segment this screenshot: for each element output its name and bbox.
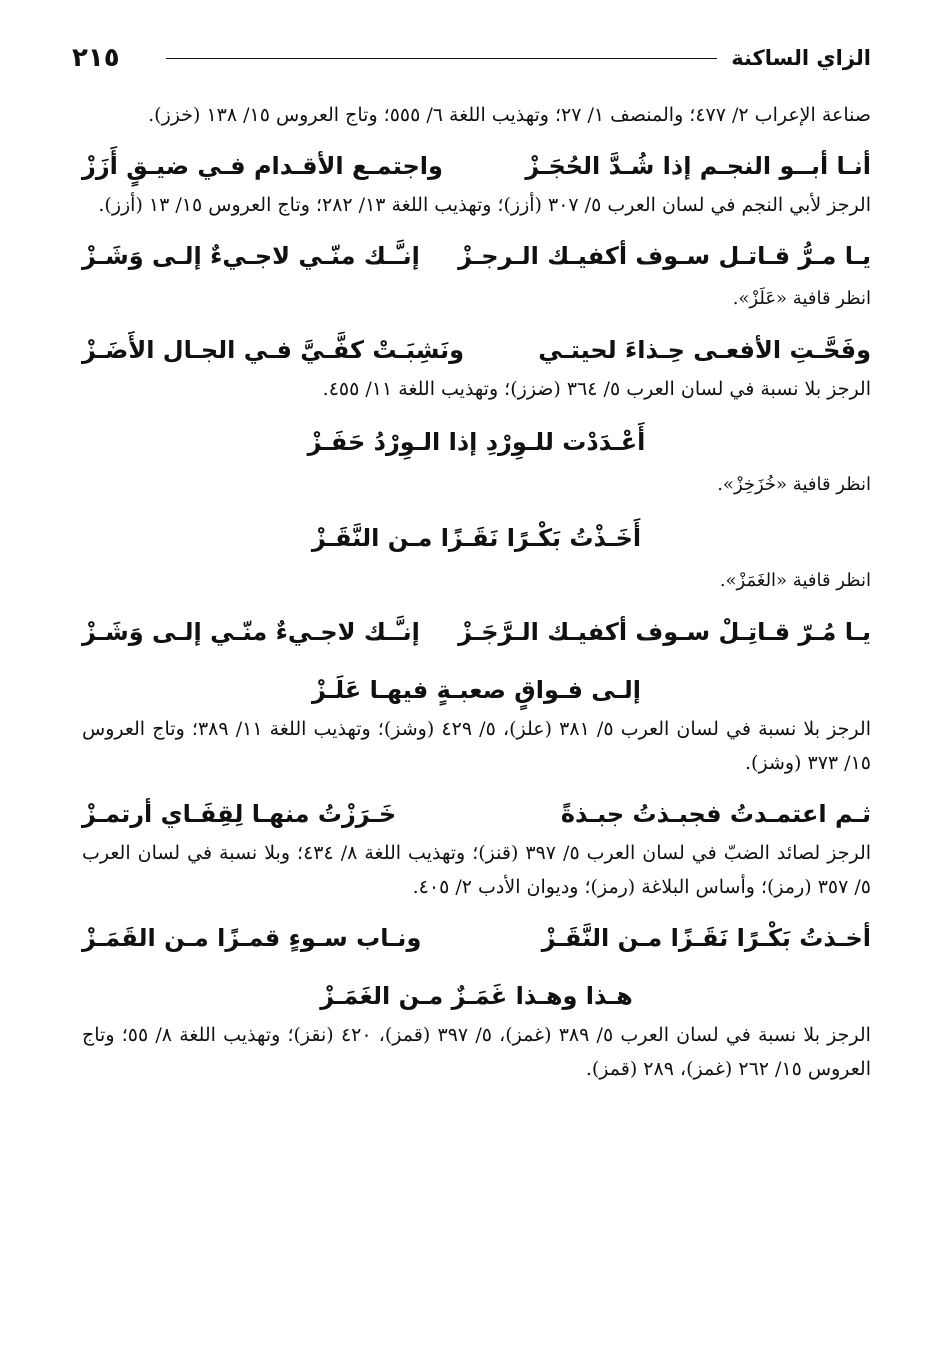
footnote-text: الرجز بلا نسبة في لسان العرب ٥/ ٣٨٩ (غمز)، ٥/ ٣٩٧ (قمز)، ٤٢٠ (نقز)؛ وتهذيب اللغة ٨/ ٥٥؛ وتاج العروس ١٥/ ٢٦٢ (غمز)، ٢٨٩ (قمز).: [82, 1024, 871, 1080]
page-number: ٢١٥: [72, 43, 120, 73]
verse-second-hemistich: خَـرَزْتُ منهـا لِقِفَـاي أرتمـزْ: [82, 800, 397, 828]
verse-line: [82, 234, 871, 278]
header-rule: [166, 58, 717, 59]
running-title: الزاي الساكنة: [731, 46, 871, 70]
verse-first-hemistich: يـا مـرُّ قـاتـل سـوف أكفيـك الـرجـزْ: [458, 242, 871, 270]
page-content: [82, 98, 871, 1086]
footnote-text: الرجز بلا نسبة في لسان العرب ٥/ ٣٨١ (علز)، ٥/ ٤٢٩ (وشز)؛ وتهذيب اللغة ١١/ ٣٨٩؛ وتاج العروس ١٥/ ٣٧٣ (وشز).: [82, 718, 871, 774]
verse-second-hemistich: واجتمـع الأقـدام فـي ضيـقٍ أَزَزْ: [82, 152, 443, 180]
verse-first-hemistich: ثـم اعتمـدتُ فجبـذتُ جبـذةً: [560, 800, 871, 828]
verse-first-hemistich: يـا مُـرّ قـاتِـلْ سـوف أكفيـك الـرَّجَـزْ: [458, 618, 871, 646]
verse-line: [82, 610, 871, 654]
verse-first-hemistich: وفَحَّـتِ الأفعـى حِـذاءَ لحيتـي: [538, 336, 871, 364]
verse-first-hemistich: أنـا أبــو النجـم إذا شُـدَّ الحُجَـزْ: [525, 152, 871, 180]
verse-first-hemistich: أخـذتُ بَكْـرًا نَقَـزًا مـن النَّقَـزْ: [541, 924, 871, 952]
verse-single-line: أَعْـدَدْت للـوِرْدِ إذا الـوِرْدُ حَفَـزْ: [307, 428, 646, 456]
footnote-text: الرجز لصائد الضبّ في لسان العرب ٥/ ٣٩٧ (قنز)؛ وتهذيب اللغة ٨/ ٤٣٤؛ وبلا نسبة في لسان العرب ٥/ ٣٥٧ (رمز)؛ وأساس البلاغة (رمز)؛ وديوان الأدب ٢/ ٤٠٥.: [82, 842, 872, 898]
verse-second-hemistich: ونـاب سـوءٍ قمـزًا مـن القَمَـزْ: [82, 924, 422, 952]
verse-single-line: أَخَـذْتُ بَكْـرًا نَقَـزًا مـن النَّقَـزْ: [311, 524, 642, 552]
verse-line: [82, 144, 871, 188]
page-header: [72, 38, 871, 78]
cross-reference: انظر قافية «الغَمَزْ».: [719, 570, 871, 591]
verse-second-hemistich: إنـَّـك لاجـيءٌ منّـي إلـى وَشَـزْ: [82, 618, 420, 646]
footnote-text: صناعة الإعراب ٢/ ٤٧٧؛ والمنصف ١/ ٢٧؛ وتهذيب اللغة ٦/ ٥٥٥؛ وتاج العروس ١٥/ ١٣٨ (خزز).: [148, 104, 871, 126]
cross-reference: انظر قافية «خُزَخِزْ».: [717, 474, 871, 495]
verse-line: [82, 792, 871, 836]
verse-single-line: هـذا وهـذا غَمَـزٌ مـن الغَمَـزْ: [320, 982, 633, 1010]
verse-line: [82, 916, 871, 960]
cross-reference: انظر قافية «عَلَزْ».: [732, 288, 871, 309]
verse-second-hemistich: إنـَّـك منّـي لاجـيءٌ إلـى وَشَـزْ: [82, 242, 420, 270]
footnote-text: الرجز لأبي النجم في لسان العرب ٥/ ٣٠٧ (أزز)؛ وتهذيب اللغة ١٣/ ٢٨٢؛ وتاج العروس ١٥/ ١٣ (أزز).: [98, 194, 871, 216]
verse-single-line: إلـى فـواقٍ صعبـةٍ فيهـا عَلَـزْ: [312, 676, 641, 704]
verse-line: [82, 328, 871, 372]
footnote-text: الرجز بلا نسبة في لسان العرب ٥/ ٣٦٤ (ضزز)؛ وتهذيب اللغة ١١/ ٤٥٥.: [322, 378, 871, 400]
verse-second-hemistich: ونَشِبَـتْ كفَّـيَّ فـي الجـال الأَضَـزْ: [82, 336, 465, 364]
